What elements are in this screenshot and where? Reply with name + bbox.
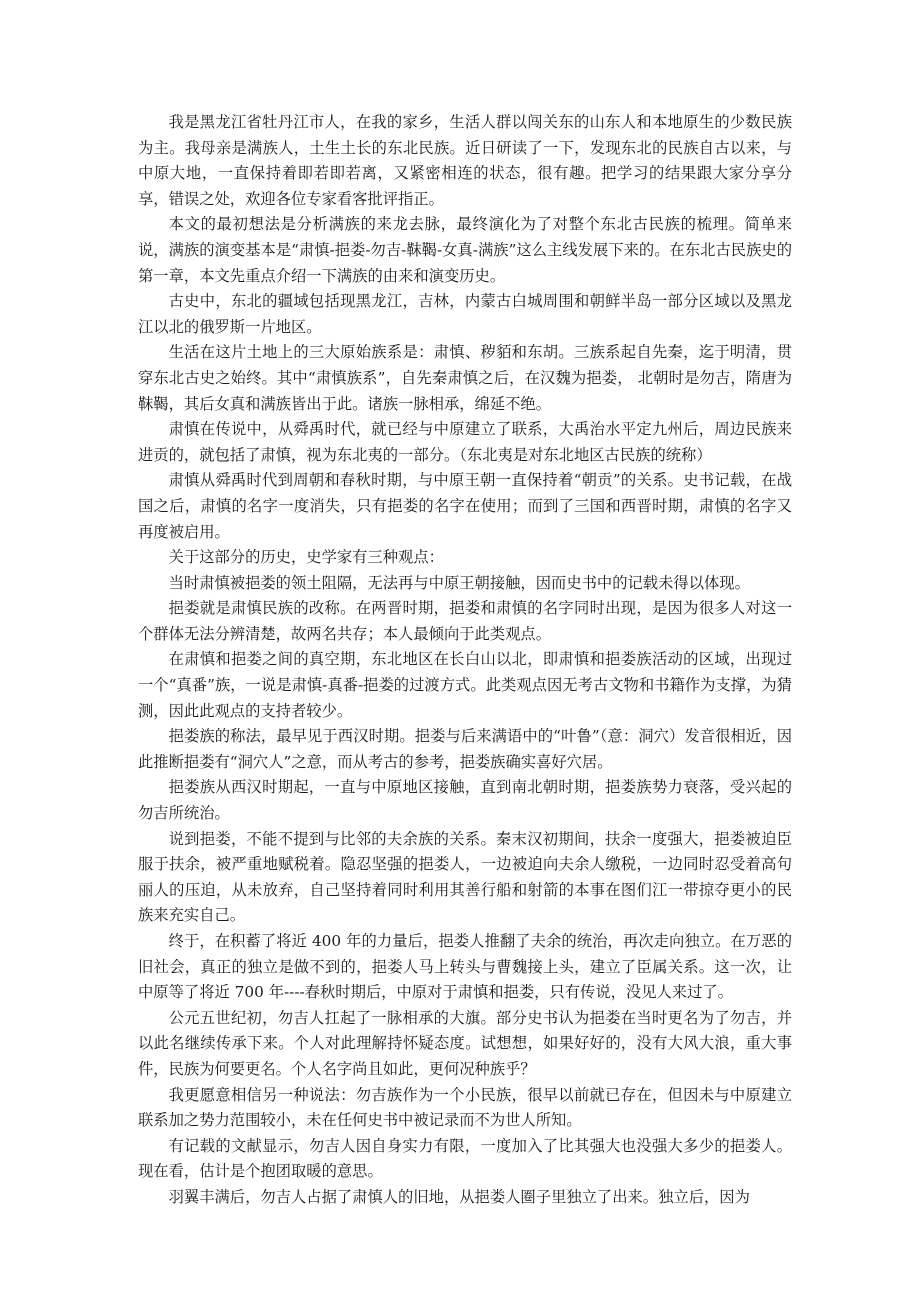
paragraph-view-one: 当时肃慎被挹娄的领土阻隔，无法再与中原王朝接触，因而史书中的记载未得以体现。 <box>168 573 750 592</box>
paragraph-sushen-legend: 肃慎在传说中，从舜禹时代，就已经与中原建立了联系，大禹治水平定九州后，周边民族来进贡的，就包括了肃慎，视为东北夷的一部分。（东北夷是对东北地区古民族的统称） <box>138 420 792 464</box>
paragraph-independence: 终于，在积蓄了将近 400 年的力量后，挹娄人推翻了夫余的统治，再次走向独立。在万恶的旧社会，真正的独立是做不到的，挹娄人马上转头与曹魏接上头，建立了臣属关系。这一次，让中原等了将近 700 年----春秋时期后，中原对于肃慎和挹娄，只有传说，没见人来过了。 <box>138 932 792 1002</box>
paragraph-wuji-origin: 我更愿意相信另一种说法：勿吉族作为一个小民族，很早以前就已存在，但因未与中原建立联系加之势力范围较小，未在任何史书中被记录而不为世人所知。 <box>138 1085 792 1130</box>
paragraph-sushen-tribute: 肃慎从舜禹时代到周朝和春秋时期，与中原王朝一直保持着“朝贡”的关系。史书记载，在战国之后，肃慎的名字一度消失，只有挹娄的名字在使用；而到了三国和西晋时期，肃慎的名字又再度被启用。 <box>138 471 792 541</box>
paragraph-yilou-name: 挹娄族的称法，最早见于西汉时期。挹娄与后来满语中的“叶鲁”（意：洞穴）发音很相近，因此推断挹娄有“洞穴人”之意，而从考古的参考，挹娄族确实喜好穴居。 <box>138 727 792 771</box>
paragraph-view-two: 挹娄就是肃慎民族的改称。在两晋时期，挹娄和肃慎的名字同时出现，是因为很多人对这一个群体无法分辨清楚，故两名共存；本人最倾向于此类观点。 <box>138 599 792 643</box>
paragraph-wuji-rise: 公元五世纪初，勿吉人扛起了一脉相承的大旗。部分史书认为挹娄在当时更名为了勿吉，并以此名继续传承下来。个人对此理解持怀疑态度。试想想，如果好好的，没有大风大浪，重大事件，民族为何要更名。个人名字尚且如此，更何况种族乎？ <box>138 1008 792 1078</box>
paragraph-territory: 古史中，东北的疆域包括现黑龙江，吉林，内蒙古白城周围和朝鲜半岛一部分区域以及黑龙江以北的俄罗斯一片地区。 <box>138 292 792 336</box>
paragraph-three-views: 关于这部分的历史，史学家有三种观点： <box>168 548 444 567</box>
paragraph-wuji-joined: 有记载的文献显示，勿吉人因自身实力有限，一度加入了比其强大也没强大多少的挹娄人。现在看，估计是个抱团取暖的意思。 <box>138 1136 792 1181</box>
paragraph-fuyu-relation: 说到挹娄，不能不提到与比邻的夫余族的关系。秦末汉初期间，扶余一度强大，挹娄被迫臣服于扶余，被严重地赋税着。隐忍坚强的挹娄人，一边被迫向夫余人缴税，一边同时忍受着高句丽人的压迫，从未放弃，自己坚持着同时利用其善行船和射箭的本事在图们江一带掠夺更小的民族来充实自己。 <box>138 829 792 925</box>
paragraph-three-clans: 生活在这片土地上的三大原始族系是：肃慎、秽貊和东胡。三族系起自先秦，迄于明清，贯穿东北古史之始终。其中“肃慎族系”，自先秦肃慎之后，在汉魏为挹娄， 北朝时是勿吉，隋唐为靺鞨，其后女真和满族皆出于此。诸族一脉相承，绵延不绝。 <box>138 343 792 413</box>
paragraph-wuji-independent: 羽翼丰满后，勿吉人占据了肃慎人的旧地，从挹娄人圈子里独立了出来。独立后，因为 <box>168 1187 750 1206</box>
paragraph-intro: 我是黑龙江省牡丹江市人，在我的家乡，生活人群以闯关东的山东人和本地原生的少数民族为主。我母亲是满族人，土生土长的东北民族。近日研读了一下，发现东北的民族自古以来，与中原大地，一直保持着即若即若离，又紧密相连的状态，很有趣。把学习的结果跟大家分享分享，错误之处，欢迎各位专家看客批评指正。 <box>138 113 792 208</box>
document-body <box>138 110 792 1211</box>
paragraph-purpose: 本文的最初想法是分析满族的来龙去脉，最终演化为了对整个东北古民族的梳理。简单来说，满族的演变基本是“肃慎-挹娄-勿吉-靺鞨-女真-满族”这么主线发展下来的。在东北古民族史的第一章，本文先重点介绍一下满族的由来和演变历史。 <box>138 215 792 285</box>
paragraph-view-three: 在肃慎和挹娄之间的真空期，东北地区在长白山以北，即肃慎和挹娄族活动的区域，出现过一个“真番”族，一说是肃慎-真番-挹娄的过渡方式。此类观点因无考古文物和书籍作为支撑，为猜测，因此此观点的支持者较少。 <box>138 650 792 720</box>
paragraph-yilou-history: 挹娄族从西汉时期起，一直与中原地区接触，直到南北朝时期，挹娄族势力衰落，受兴起的勿吉所统治。 <box>138 778 792 823</box>
